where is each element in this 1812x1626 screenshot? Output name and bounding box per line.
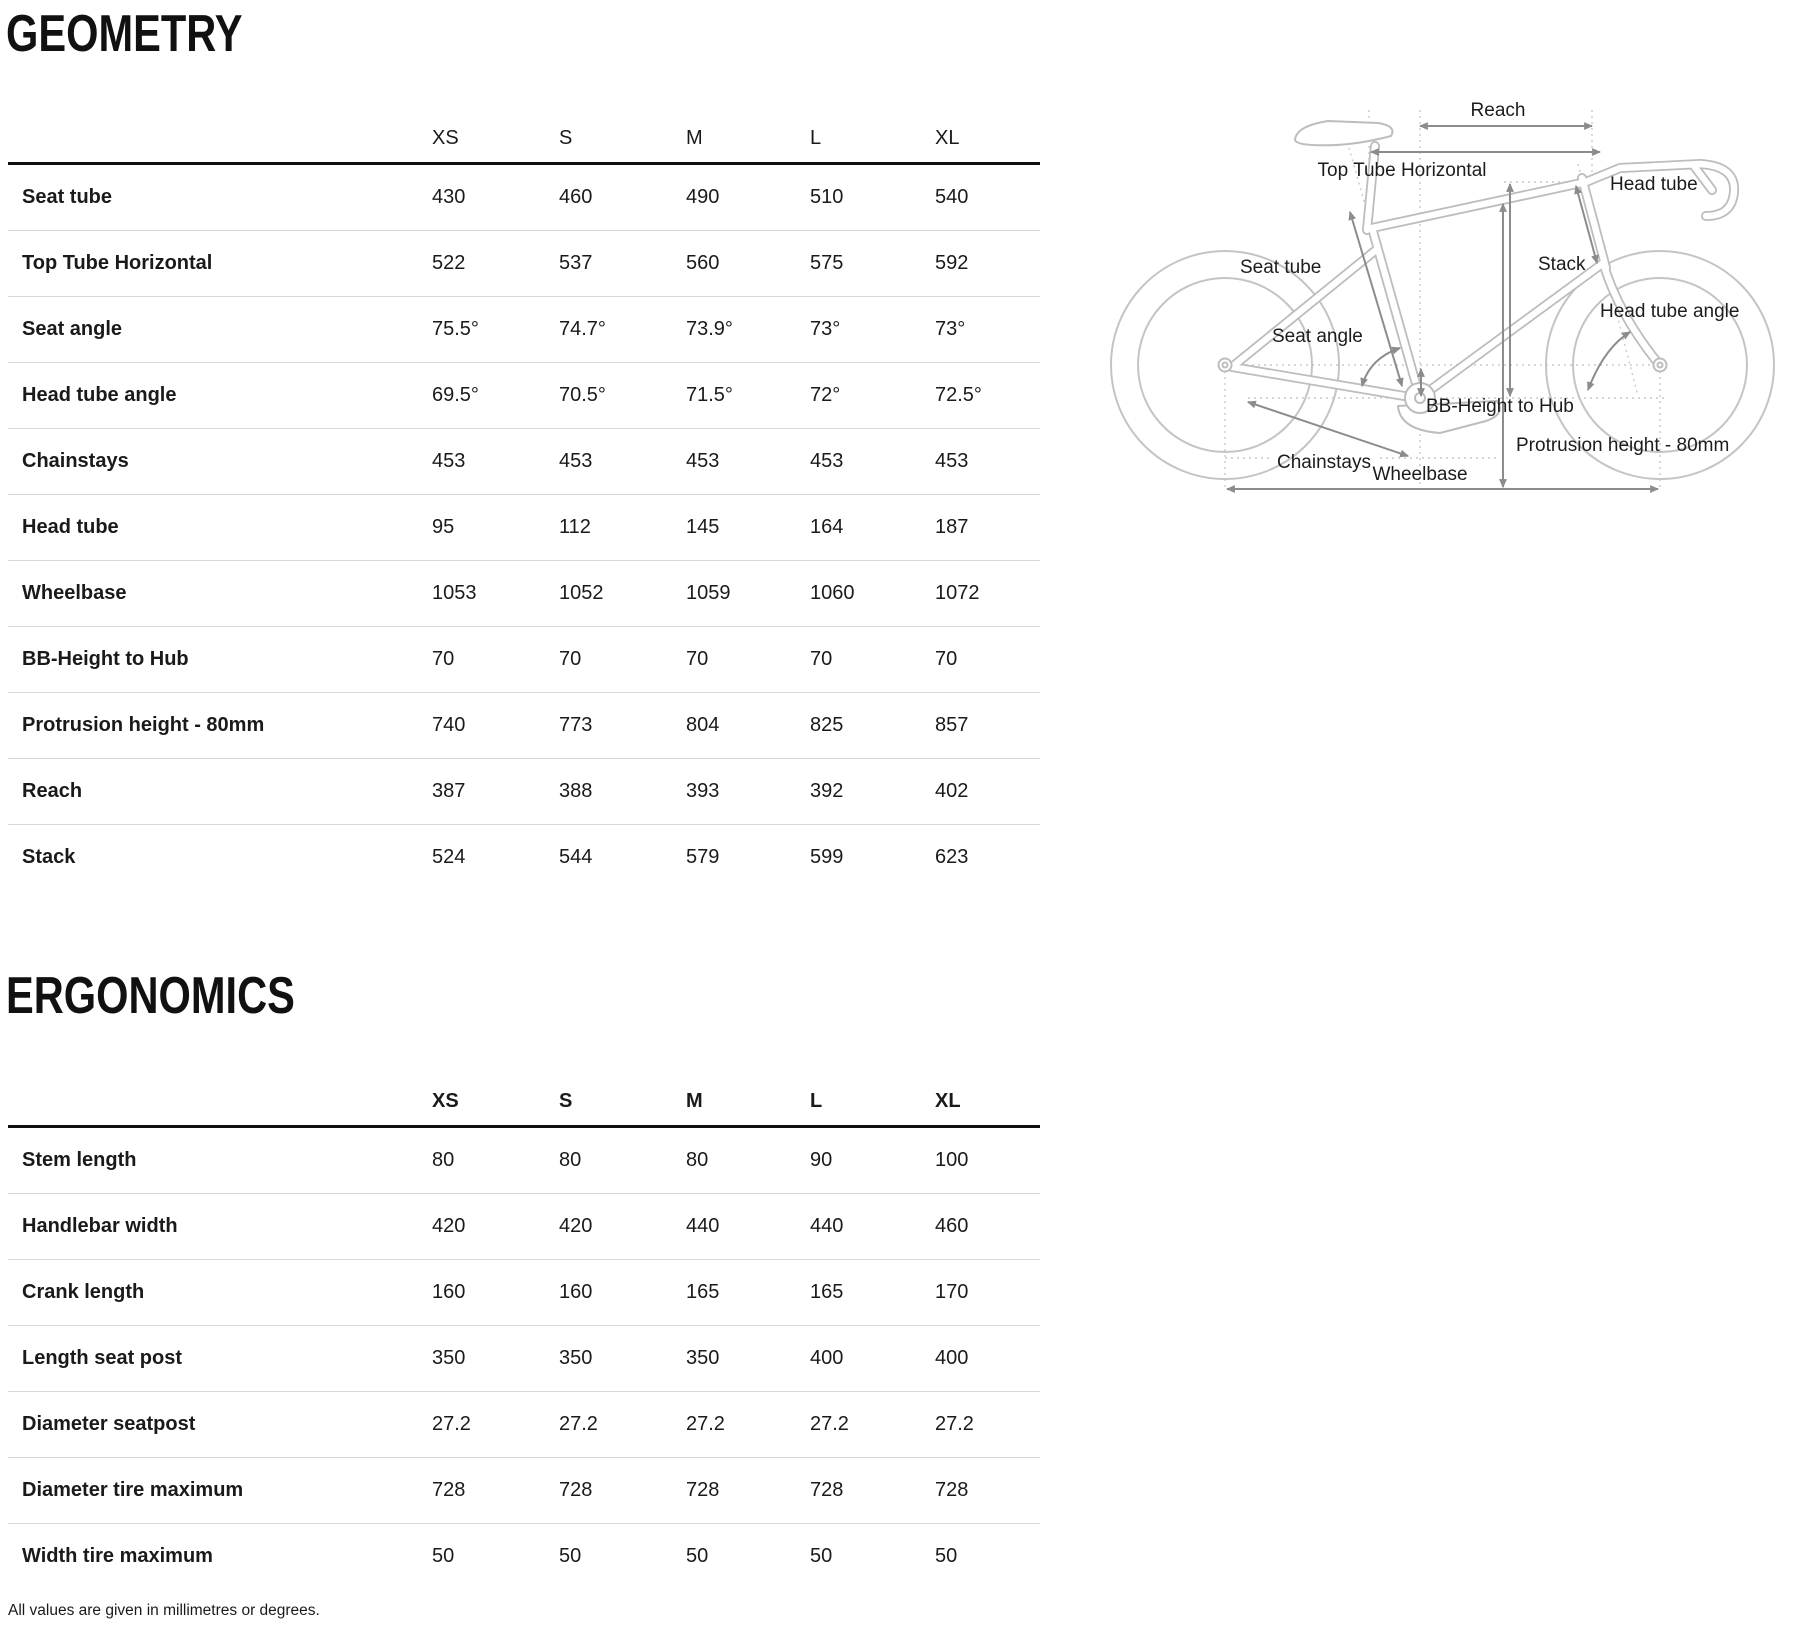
diagram-label-reach: Reach [1470,100,1526,121]
table-row [8,693,1040,759]
row-label: Head tube angle [22,384,177,406]
cell-value: 1059 [686,582,731,604]
cell-value: 95 [432,516,455,538]
diagram-label-chainstays: Chainstays [1277,452,1371,473]
row-label: Width tire maximum [22,1545,213,1567]
row-label: Length seat post [22,1347,183,1369]
table-row [8,363,1040,429]
cell-value: 50 [935,1545,958,1567]
chainstays-arrow [1248,402,1408,456]
cell-value: 728 [686,1479,720,1501]
cell-value: 490 [686,186,720,208]
cell-value: 728 [432,1479,466,1501]
cell-value: 1060 [810,582,855,604]
cell-value: 160 [559,1281,593,1303]
cell-value: 165 [686,1281,720,1303]
cell-value: 430 [432,186,466,208]
seat-angle-arc [1362,348,1400,386]
cell-value: 440 [686,1215,720,1237]
cell-value: 453 [559,450,593,472]
row-label: Stem length [22,1149,137,1171]
cell-value: 728 [935,1479,969,1501]
cell-value: 402 [935,780,969,802]
row-label: BB-Height to Hub [22,648,189,670]
diagram-label-wheelbase: Wheelbase [1372,464,1468,485]
cell-value: 73° [935,318,966,340]
bike-geometry-diagram [950,70,1812,510]
cell-value: 524 [432,846,466,868]
diagram-label-protrusion: Protrusion height - 80mm [1516,435,1730,456]
column-header-l: L [810,127,822,149]
cell-value: 50 [810,1545,833,1567]
cell-value: 560 [686,252,720,274]
cell-value: 440 [810,1215,844,1237]
cell-value: 165 [810,1281,844,1303]
cell-value: 592 [935,252,969,274]
head-tube-angle-arc [1588,332,1630,390]
table-row [8,1260,1040,1326]
cell-value: 728 [810,1479,844,1501]
cell-value: 804 [686,714,720,736]
geometry-header-row [8,95,1040,165]
cell-value: 825 [810,714,844,736]
table-row [8,1326,1040,1392]
cell-value: 145 [686,516,720,538]
cell-value: 388 [559,780,593,802]
column-header-xl: XL [935,127,960,149]
cell-value: 400 [935,1347,969,1369]
row-label: Diameter tire maximum [22,1479,244,1501]
cell-value: 1053 [432,582,477,604]
geometry-table [8,95,1040,890]
column-header-s: S [559,1090,573,1112]
column-header-m: M [686,127,703,149]
cell-value: 70 [686,648,709,670]
cell-value: 27.2 [810,1413,849,1435]
table-row [8,759,1040,825]
table-row [8,1392,1040,1458]
row-label: Seat tube [22,186,113,208]
table-row [8,297,1040,363]
row-label: Crank length [22,1281,145,1303]
diagram-label-seat-tube: Seat tube [1240,257,1322,278]
cell-value: 400 [810,1347,844,1369]
cell-value: 393 [686,780,720,802]
table-row [8,1194,1040,1260]
cell-value: 350 [559,1347,593,1369]
table-row [8,825,1040,890]
cell-value: 70 [810,648,833,670]
column-header-xs: XS [432,1090,459,1112]
cell-value: 160 [432,1281,466,1303]
row-label: Protrusion height - 80mm [22,714,265,736]
cell-value: 510 [810,186,844,208]
row-label: Wheelbase [22,582,127,604]
cell-value: 453 [810,450,844,472]
cell-value: 170 [935,1281,969,1303]
diagram-label-bb-height: BB-Height to Hub [1426,396,1574,417]
row-label: Top Tube Horizontal [22,252,213,274]
cell-value: 70 [559,648,582,670]
cell-value: 71.5° [686,384,733,406]
cell-value: 27.2 [432,1413,471,1435]
row-label: Seat angle [22,318,123,340]
column-header-m: M [686,1090,703,1112]
cell-value: 350 [432,1347,466,1369]
row-label: Reach [22,780,83,802]
column-header-s: S [559,127,573,149]
diagram-label-stack: Stack [1538,254,1586,275]
cell-value: 80 [686,1149,709,1171]
footnote: All values are given in millimetres or degrees. [8,1602,320,1619]
ergonomics-header-row [8,1058,1040,1128]
cell-value: 544 [559,846,593,868]
saddle [1295,121,1392,145]
cell-value: 70 [432,648,455,670]
cell-value: 112 [559,516,591,538]
cell-value: 50 [432,1545,455,1567]
ergonomics-table [8,1058,1040,1589]
cell-value: 70 [935,648,958,670]
column-header-xl: XL [935,1090,961,1112]
cell-value: 420 [559,1215,593,1237]
cell-value: 599 [810,846,844,868]
cell-value: 575 [810,252,844,274]
geometry-title: GEOMETRY [6,5,243,63]
row-label: Diameter seatpost [22,1413,196,1435]
cell-value: 187 [935,516,969,538]
cell-value: 579 [686,846,720,868]
cell-value: 453 [686,450,720,472]
cell-value: 72° [810,384,841,406]
row-label: Head tube [22,516,119,538]
table-row [8,165,1040,231]
cell-value: 623 [935,846,969,868]
cell-value: 72.5° [935,384,982,406]
table-row [8,429,1040,495]
diagram-label-seat-angle: Seat angle [1272,326,1363,347]
cell-value: 70.5° [559,384,606,406]
cell-value: 80 [432,1149,455,1171]
cell-value: 392 [810,780,844,802]
table-row [8,495,1040,561]
cell-value: 1072 [935,582,980,604]
cell-value: 387 [432,780,466,802]
cell-value: 27.2 [935,1413,974,1435]
column-header-xs: XS [432,127,459,149]
cell-value: 857 [935,714,969,736]
column-header-l: L [810,1090,823,1112]
cell-value: 540 [935,186,969,208]
ergonomics-title: ERGONOMICS [6,967,295,1025]
cell-value: 100 [935,1149,969,1171]
cell-value: 1052 [559,582,604,604]
cell-value: 50 [559,1545,582,1567]
diagram-label-top-tube: Top Tube Horizontal [1317,160,1487,181]
table-row [8,1128,1040,1194]
cell-value: 773 [559,714,593,736]
cell-value: 460 [935,1215,969,1237]
cell-value: 75.5° [432,318,479,340]
row-label: Handlebar width [22,1215,178,1237]
table-row [8,231,1040,297]
cell-value: 453 [432,450,466,472]
cell-value: 27.2 [559,1413,598,1435]
table-row [8,1458,1040,1524]
table-row [8,1524,1040,1589]
diagram-label-head-tube: Head tube [1610,174,1698,195]
row-label: Chainstays [22,450,129,472]
cell-value: 73.9° [686,318,733,340]
cell-value: 537 [559,252,593,274]
cell-value: 728 [559,1479,593,1501]
cell-value: 460 [559,186,593,208]
cell-value: 350 [686,1347,720,1369]
cell-value: 80 [559,1149,582,1171]
row-label: Stack [22,846,76,868]
cell-value: 90 [810,1149,833,1171]
cell-value: 420 [432,1215,466,1237]
table-row [8,561,1040,627]
cell-value: 74.7° [559,318,606,340]
cell-value: 50 [686,1545,709,1567]
diagram-label-head-tube-angle: Head tube angle [1600,301,1740,322]
cell-value: 453 [935,450,969,472]
cell-value: 73° [810,318,841,340]
cell-value: 522 [432,252,466,274]
cell-value: 164 [810,516,844,538]
cell-value: 69.5° [432,384,479,406]
cell-value: 740 [432,714,466,736]
table-row [8,627,1040,693]
cell-value: 27.2 [686,1413,725,1435]
